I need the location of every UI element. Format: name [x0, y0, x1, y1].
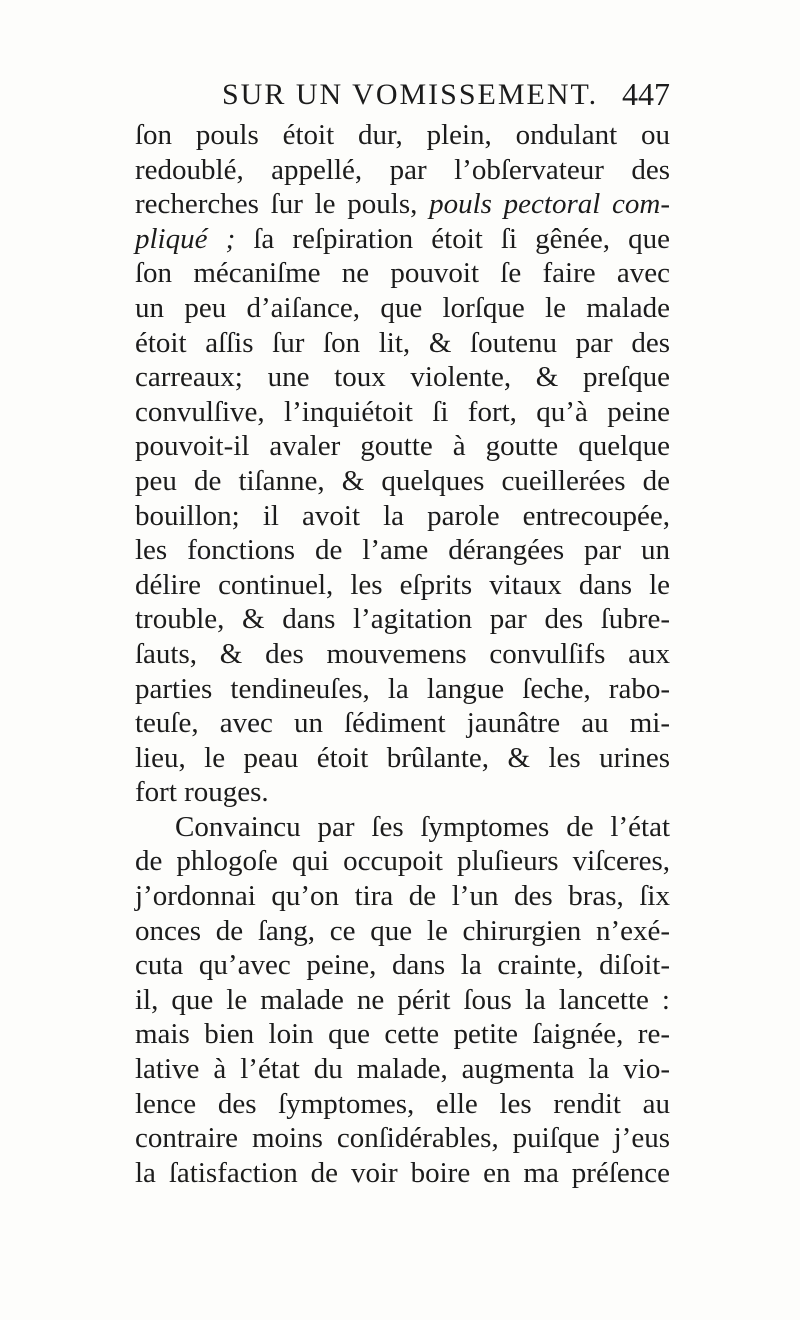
- text-line: délire continuel, les eſprits vitaux dans le: [135, 568, 670, 601]
- text-line: convulſive, l’inquiétoit ſi fort, qu’à peine: [135, 395, 670, 428]
- text-line: étoit aſſis ſur ſon lit, & ſoutenu par des: [135, 326, 670, 359]
- text-line: la ſatisfaction de voir boire en ma préſence: [135, 1156, 670, 1189]
- text-line: carreaux; une toux violente, & preſque: [135, 361, 670, 394]
- text-line-roman: recherches ſur le pouls,: [135, 188, 430, 221]
- text-line: pouvoit-il avaler goutte à goutte quelque: [135, 430, 670, 463]
- text-line: contraire moins conſidérables, puiſque j’eus: [135, 1122, 670, 1155]
- text-line: Convaincu par ſes ſymptomes de l’état: [175, 810, 670, 843]
- text-line: redoublé, appellé, par l’obſervateur des: [135, 153, 670, 186]
- text-line: ſon mécaniſme ne pouvoit ſe faire avec: [135, 257, 670, 290]
- text-line: les fonctions de l’ame dérangées par un: [135, 534, 670, 567]
- running-head: [130, 78, 670, 118]
- text-line: cuta qu’avec peine, dans la crainte, diſoit-: [135, 949, 670, 982]
- text-line-italic: pouls pectoral com-: [429, 188, 670, 221]
- body-text: [135, 118, 670, 1190]
- text-line: j’ordonnai qu’on tira de l’un des bras, ſix: [135, 880, 670, 913]
- text-line: lative à l’état du malade, augmenta la vio-: [135, 1053, 670, 1086]
- text-line: bouillon; il avoit la parole entrecoupée,: [135, 499, 670, 532]
- text-line: teuſe, avec un ſédiment jaunâtre au mi-: [135, 707, 670, 740]
- page-number: 447: [622, 76, 670, 112]
- text-line: ſon pouls étoit dur, plein, ondulant ou: [135, 119, 670, 151]
- text-line: lence des ſymptomes, elle les rendit au: [135, 1087, 670, 1120]
- text-line: parties tendineuſes, la langue ſeche, rabo-: [135, 672, 670, 705]
- text-line: il, que le malade ne périt ſous la lancette :: [135, 983, 670, 1016]
- text-line: trouble, & dans l’agitation par des ſubre-: [135, 603, 670, 636]
- text-line: ſauts, & des mouvemens convulſifs aux: [135, 637, 670, 670]
- text-line: mais bien loin que cette petite ſaignée, re-: [135, 1018, 670, 1051]
- text-line: un peu d’aiſance, que lorſque le malade: [135, 291, 670, 324]
- text-line-roman: ſa reſpiration étoit ſi gênée, que: [235, 222, 670, 255]
- text-line: onces de ſang, ce que le chirurgien n’exé-: [135, 914, 670, 947]
- text-line: [135, 222, 670, 257]
- text-line: peu de tiſanne, & quelques cueillerées de: [135, 464, 670, 497]
- running-head-title: SUR UN VOMISSEMENT.: [222, 78, 599, 111]
- text-line: [135, 187, 670, 222]
- text-line-italic: pliqué ;: [135, 222, 236, 255]
- text-line: de phlogoſe qui occupoit pluſieurs viſceres,: [135, 845, 670, 878]
- text-line: lieu, le peau étoit brûlante, & les urines: [135, 741, 670, 774]
- text-line: fort rouges.: [135, 776, 269, 809]
